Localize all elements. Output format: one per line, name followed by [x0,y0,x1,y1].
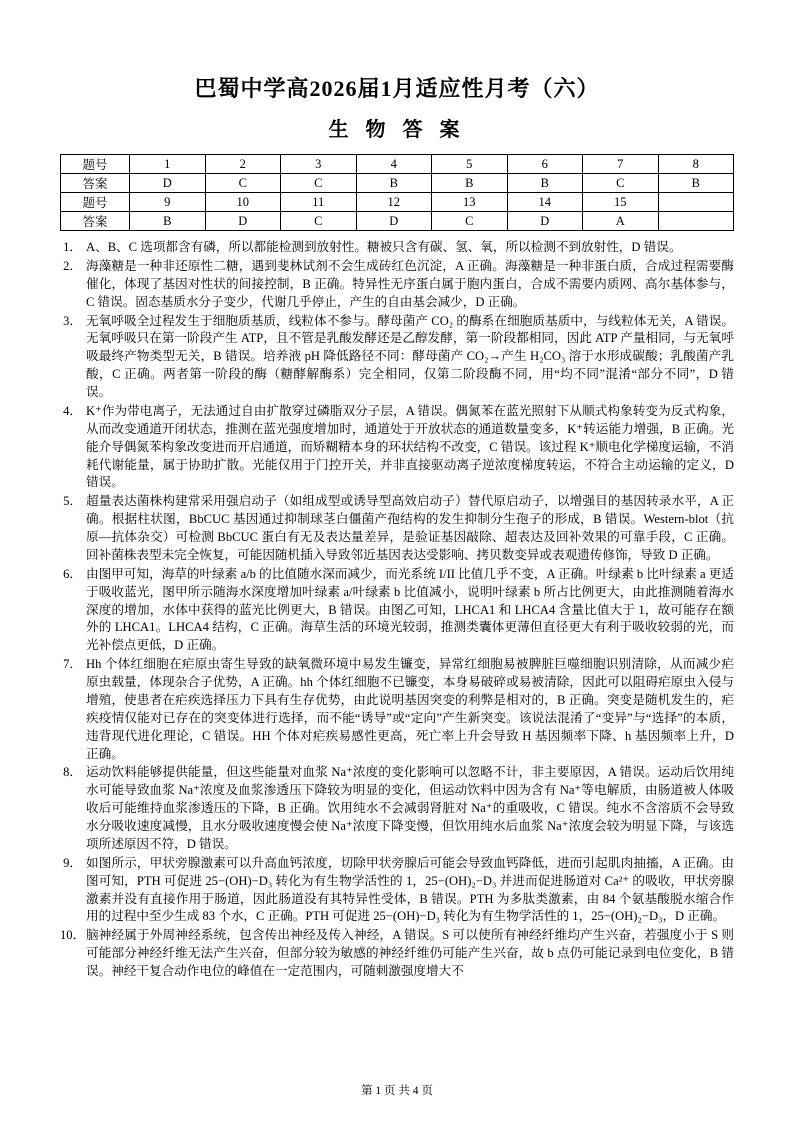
table-row [61,155,734,174]
list-item [60,239,734,257]
item-number: 1． [63,240,82,254]
list-item [60,656,734,763]
list-item [60,403,734,492]
list-item [60,566,734,655]
table-cell: 10 [205,193,281,212]
item-text: A、B、C 选项都含有磷，所以都能检测到放射性。糖被只含有碳、氢、氧，所以检测不到放射性，D 错误。 [86,240,682,254]
item-number: 8． [63,765,82,780]
item-number: 6． [63,566,82,581]
table-cell: B [356,174,432,193]
page-title: 巴蜀中学高2026届1月适应性月考（六） [194,76,600,101]
table-cell: A [583,212,659,231]
table-row [61,212,734,231]
item-number: 3． [63,313,82,328]
table-cell: 8 [658,155,734,174]
item-text: 无氧呼吸全过程发生于细胞质基质，线粒体不参与。酵母菌产 CO₂ 的酶系在细胞质基质中，与线粒体无关，A 错误。无氧呼吸只在第一阶段产生 ATP，且不管是乳酸发酵还是乙醇发酵，第一阶段都相同，因此 ATP 产量相同，与无氧呼吸最终产物类型无关，B 错误。培养液 pH 降低路径不同：酵母菌产 CO₂→产生 H₂CO₃ 溶于水形成碳酸；乳酸菌产乳酸，C 正确。两者第一阶段的酶（糖酵解酶系）完全相同，仅第二阶段酶不同，用“均不同”混淆“部分不同”，D 错误。 [86,313,734,399]
item-number: 2． [63,258,82,273]
table-cell: 3 [281,155,357,174]
table-cell: D [356,212,432,231]
table-cell: C [281,174,357,193]
table-cell: B [507,174,583,193]
item-number: 4． [63,403,82,418]
list-item [60,855,734,927]
list-item [60,493,734,565]
list-item [60,764,734,853]
row-label-question: 题号 [61,193,130,212]
table-cell: 4 [356,155,432,174]
table-cell: 5 [432,155,508,174]
item-text: 超量表达菌株构建常采用强启动子（如组成型或诱导型高效启动子）替代原启动子，以增强目的基因转录水平，A 正确。根据柱状图，BbCUC 基因通过抑制球茎白僵菌产孢结构的发生抑制分生孢子的形成，B 错误。Western-blot（抗原—抗体杂交）可检测 BbCUC 蛋白有无及表达量差异，是验证基因敲除、超表达及回补效果的可靠手段，C 正确。回补菌株表型未完全恢复，可能因随机插入导致邻近基因表达受影响、拷贝数变异或表观遗传修饰，导致 D 正确。 [86,494,734,562]
table-cell: 7 [583,155,659,174]
item-number: 9． [63,855,82,870]
table-cell: 6 [507,155,583,174]
item-text: 如图所示，甲状旁腺激素可以升高血钙浓度，切除甲状旁腺后可能会导致血钙降低，进而引起肌肉抽搐，A 正确。由图可知，PTH 可促进 25−(OH)−D₃ 转化为有生物学活性的 1，25−(OH)₂−D₃ 并进而促进肠道对 Ca²⁺ 的吸收，甲状旁腺激素并没有直接作用于肠道，因此肠道没有其特异性受体，B 错误。PTH 为多肽类激素，由 84 个氨基酸脱水缩合作用的过程中至少生成 83 个水，C 正确。PTH 可促进 25−(OH)−D₃ 转化为有生物学活性的 1，25−(OH)₂−D₃，D 正确。 [86,855,734,924]
item-text: 由图甲可知，海草的叶绿素 a/b 的比值随水深而减少，而光系统 I/II 比值几乎不变，A 正确。叶绿素 b 比叶绿素 a 更适于吸收蓝光，图甲所示随海水深度增加叶绿素 a/叶绿素 b 比值减小，说明叶绿素 b 所占比例更大，由此推测随着海水深度的增加，水体中获得的蓝光比例更大，B 错误。由图乙可知，LHCA1 和 LHCA4 含量比值大于 1，故可能存在额外的 LHCA1。LHCA4 结构，C 正确。海草生活的环境光较弱，推测类囊体更薄但直径更大有利于吸收较弱的光，而光补偿点更低，D 正确。 [86,566,734,653]
table-cell: 1 [130,155,206,174]
item-number: 10． [60,928,86,943]
table-cell-empty [658,212,734,231]
table-cell: C [205,174,281,193]
answer-table [60,154,734,231]
item-text: 海藻糖是一种非还原性二糖，遇到斐林试剂不会生成砖红色沉淀，A 正确。海藻糖是一种非蛋白质，合成过程需要酶催化，体现了基因对性状的间接控制，B 正确。特异性无序蛋白属于胞内蛋白，合成不需要内质网、高尔基体参与，C 错误。固态基质水分子变少，代谢几乎停止，产生的自由基会减少，D 正确。 [86,258,734,309]
table-cell: 15 [583,193,659,212]
item-number: 7． [63,657,82,672]
page-subtitle: 生 物 答 案 [328,119,466,141]
list-item [60,258,734,312]
table-cell: B [130,212,206,231]
table-cell: B [658,174,734,193]
table-cell: 2 [205,155,281,174]
row-label-question: 题号 [61,155,130,174]
table-cell: 14 [507,193,583,212]
table-cell: C [281,212,357,231]
list-item [60,927,734,981]
table-cell: 9 [130,193,206,212]
table-cell: C [583,174,659,193]
item-text: K⁺作为带电离子，无法通过自由扩散穿过磷脂双分子层，A 错误。偶氮苯在蓝光照射下从顺式构象转变为反式构象，从而改变通道开闭状态，推测在蓝光强度增加时，通道处于开放状态的通道数量变多，K⁺转运能力增强，B 正确。光能介导偶氮苯构象改变进而开启通道，而矫糊精本身的环状结构不改变，C 错误。该过程 K⁺顺电化学梯度运输，不消耗代谢能量，属于协助扩散。光能仅用于门控开关，并非直接驱动离子逆浓度梯度转运，不符合主动运输的定义，D 错误。 [86,403,734,490]
table-row [61,174,734,193]
item-text: 脑神经属于外周神经系统，包含传出神经及传入神经，A 错误。S 可以使所有神经纤维均产生兴奋，若强度小于 S 则可能部分神经纤维无法产生兴奋，但部分较为敏感的神经纤维仍可能产生兴奋，故 b 点仍可能记录到电位变化，B 错误。神经干复合动作电位的峰值在一定范围内，可随刺激强度增大不 [86,928,734,978]
item-number: 5． [63,494,82,509]
row-label-answer: 答案 [61,212,130,231]
table-cell: 11 [281,193,357,212]
table-cell: 13 [432,193,508,212]
table-cell: B [432,174,508,193]
item-text: 运动饮料能够提供能量，但这些能量对血浆 Na⁺浓度的变化影响可以忽略不计，非主要原因，A 错误。运动后饮用纯水可能导致血浆 Na⁺浓度及血浆渗透压下降较为明显的变化，但运动饮料中因为含有 Na⁺等电解质，由肠道被人体吸收后可能维持血浆渗透压的下降，B 正确。饮用纯水不会减弱肾脏对 Na⁺的重吸收，C 错误。纯水不含溶质不会导致水分吸收速度减慢，且水分吸收速度慢会使 Na⁺浓度下降变慢，但饮用纯水后血浆 Na⁺浓度会较为明显下降，与该选项所述原因不符，D 错误。 [86,765,734,851]
item-text: Hh 个体红细胞在疟原虫寄生导致的缺氧微环境中易发生镰变，异常红细胞易被脾脏巨噬细胞识别清除，从而减少疟原虫载量，体现杂合子优势，A 正确。hh 个体红细胞不已镰变，本身易破碎或易被清除，因此可以阻碍疟原虫入侵与增殖，使患者在疟疾选择压力下具有生存优势，由此说明基因突变的利弊是相对的，B 正确。突变是随机发生的，疟疾疫情仅能对已存在的突变体进行选择，而不能“诱导”或“定向”产生新突变。该说法混淆了“变异”与“选择”的本质，违背现代进化理论，C 错误。HH 个体对疟疾易感性更高，死亡率上升会导致 H 基因频率下降、h 基因频率上升，D 正确。 [86,657,734,761]
table-cell-empty [658,193,734,212]
table-cell: D [507,212,583,231]
table-row [61,193,734,212]
page-footer: 第 1 页 共 4 页 [361,1085,433,1097]
list-item [60,313,734,402]
explanation-list [60,239,734,981]
table-cell: 12 [356,193,432,212]
table-cell: D [130,174,206,193]
table-cell: C [432,212,508,231]
table-cell: D [205,212,281,231]
row-label-answer: 答案 [61,174,130,193]
